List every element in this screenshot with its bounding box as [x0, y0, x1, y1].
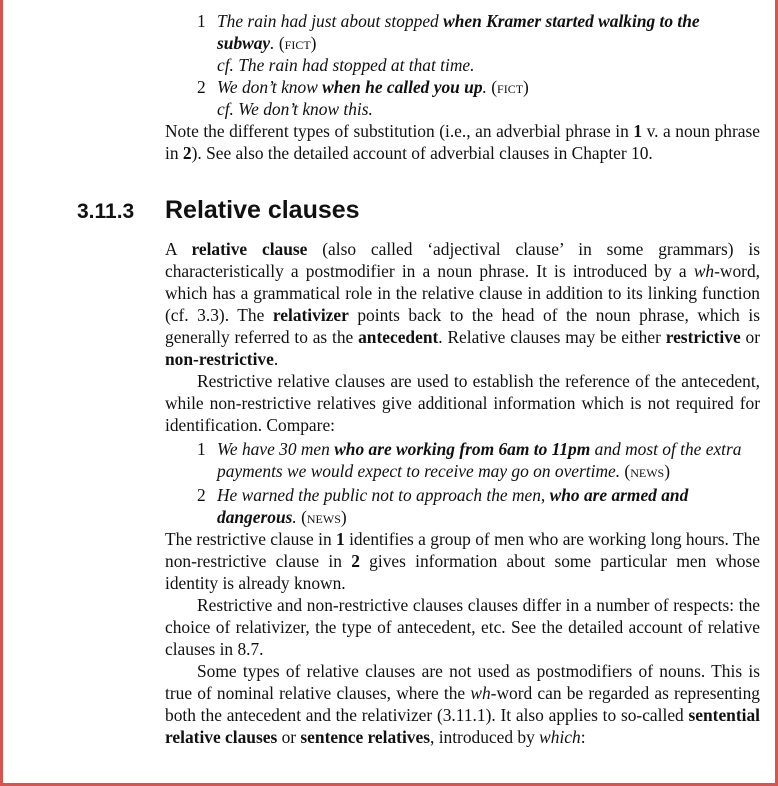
example-cf: cf. The rain had stopped at that time. [217, 55, 475, 75]
example-4 [165, 484, 760, 528]
example-number: 2 [197, 485, 206, 505]
example-text: We don’t know when he called you up. [217, 77, 492, 97]
example-1 [165, 10, 760, 76]
paragraph-definition: A relative clause (also called ‘adjectival clause’ in some grammars) is characteristically a postmodifier in a noun phrase. It is introduced by a wh-word, which has a grammatical role in the relative clause in addition to its linking function (cf. 3.3). The relativizer points back to the head of the noun phrase, which is generally referred to as the antecedent. Relative clauses may be either restrictive or non-restrictive. [165, 239, 760, 369]
example-text: We have 30 men who are working from 6am to 11pm and most of the extra payments we would expect to receive may go on overtime. [217, 439, 742, 481]
section-number: 3.11.3 [77, 200, 135, 223]
example-2 [165, 76, 760, 120]
example-text: The rain had just about stopped when Kramer started walking to the subway. [217, 11, 700, 53]
paragraph-sentential: Some types of relative clauses are not used as postmodifiers of nouns. This is true of nominal relative clauses, where the wh-word can be regarded as representing both the antecedent and the relativizer (3.11.1). It also applies to so-called sentential relative clauses or sentence relatives, introduced by which: [165, 661, 760, 747]
source-tag: (news) [301, 507, 347, 527]
section-heading [77, 196, 360, 225]
example-cf: cf. We don’t know this. [217, 99, 373, 119]
source-tag: (fict) [278, 33, 317, 53]
example-number: 2 [197, 77, 206, 97]
source-tag: (news) [624, 461, 671, 481]
paragraph-differences: Restrictive and non-restrictive clauses clauses differ in a number of respects: the choice of relativizer, the type of antecedent, etc. See the detailed account of relative clauses in 8.7. [165, 595, 760, 659]
top-block [165, 10, 760, 164]
example-number: 1 [197, 11, 206, 31]
section-title: Relative clauses [165, 196, 360, 224]
paragraph-restrictive: The restrictive clause in 1 identifies a group of men who are working long hours. The non-restrictive clause in 2 gives information about some particular men whose identity is already known. [165, 529, 760, 593]
main-body [165, 238, 760, 748]
source-tag: (fict) [491, 77, 529, 97]
paragraph-compare: Restrictive relative clauses are used to establish the reference of the antecedent, while non-restrictive relatives give additional information which is not required for identification. Compare: [165, 371, 760, 435]
example-3 [165, 438, 760, 482]
note-paragraph: Note the different types of substitution (i.e., an adverbial phrase in 1 v. a noun phrase in 2). See also the detailed account of adverbial clauses in Chapter 10. [165, 121, 760, 163]
example-text: He warned the public not to approach the men, who are armed and dangerous. [217, 485, 689, 527]
example-number: 1 [197, 439, 206, 459]
